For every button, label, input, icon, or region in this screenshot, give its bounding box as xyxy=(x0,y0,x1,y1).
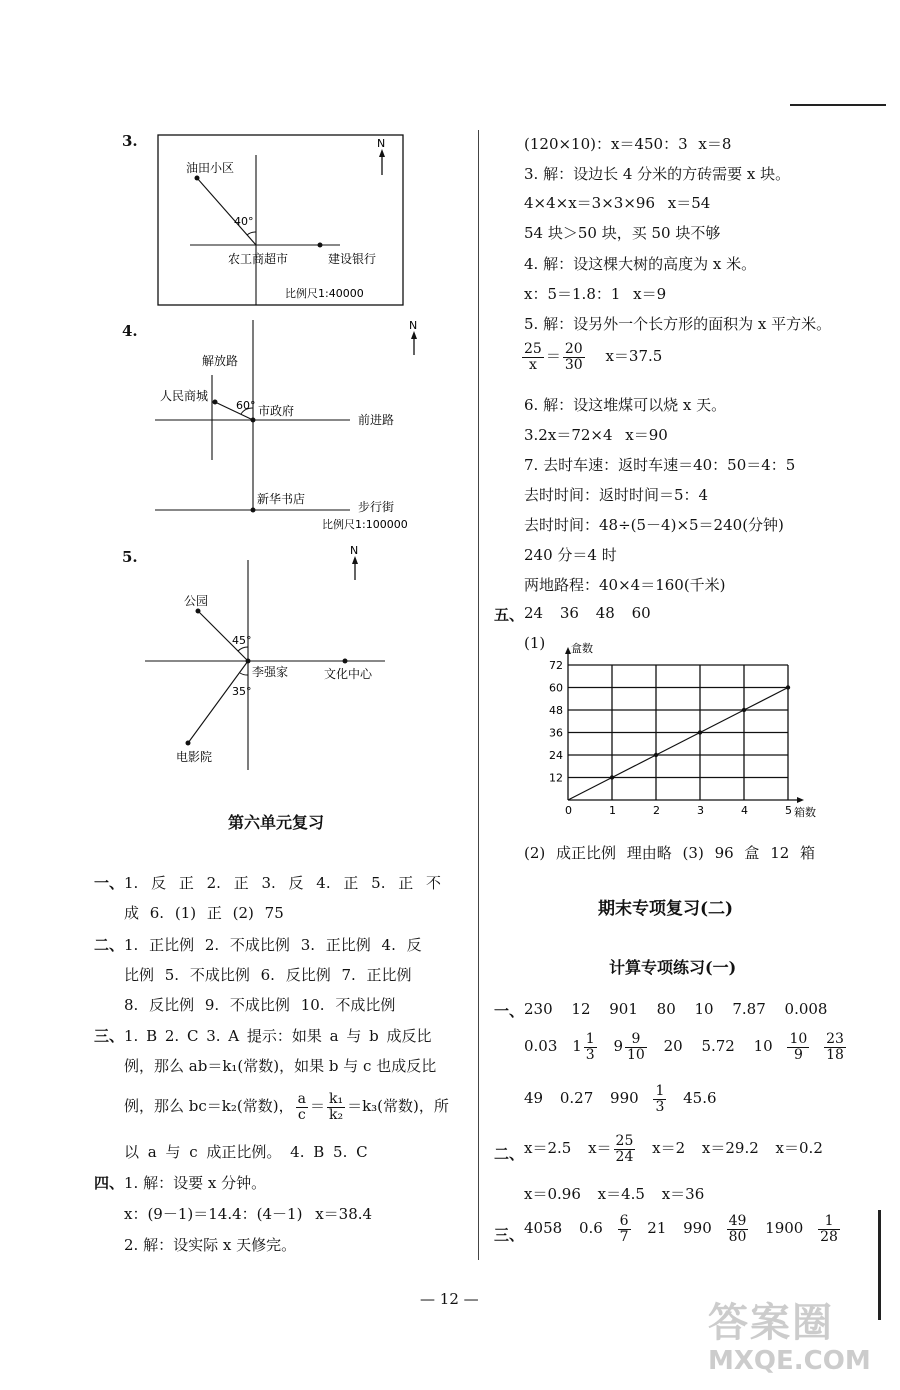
chart-x-tick-label: 4 xyxy=(741,804,748,817)
right-line-8: 6. 解：设这堆煤可以烧 x 天。 xyxy=(524,396,727,414)
chart-point xyxy=(654,753,658,757)
q5-label: 五、 xyxy=(494,606,525,624)
c1-line3: 49 0.27 990 $\frac{1}{3}$ 45.6 xyxy=(524,1083,717,1115)
c2-line2: x＝0.96 x＝4.5 x＝36 xyxy=(524,1185,705,1203)
chart-x-tick-label: 5 xyxy=(785,804,792,817)
chart-point xyxy=(742,708,746,712)
map4-road2: 前进路 xyxy=(358,413,395,427)
q3-line3b: ＝k₃(常数)，所 xyxy=(347,1097,449,1116)
chart-y-tick-label: 48 xyxy=(549,704,563,717)
q5-sub1: (1) xyxy=(524,634,546,652)
q3-line1: 1. B 2. C 3. A 提示：如果 a 与 b 成反比 xyxy=(124,1027,432,1045)
right-line-6: x：5＝1.8：1 x＝9 xyxy=(524,285,667,303)
chart-y-tick-label: 60 xyxy=(549,681,563,695)
map5-center: 李强家 xyxy=(252,665,289,679)
map4-label-a: 人民商城 xyxy=(160,389,209,403)
right-line-1: (120×10)：x＝450：3 x＝8 xyxy=(524,135,732,153)
right-line-7: 5. 解：设另外一个长方形的面积为 x 平方米。 xyxy=(524,315,832,333)
c1-label: 一、 xyxy=(494,1002,525,1020)
q1-label: 一、 xyxy=(94,874,125,892)
map5-label-c: 电影院 xyxy=(176,750,213,764)
right-line-10: 7. 去时车速：返时车速＝40：50＝4：5 xyxy=(524,456,796,474)
chart-y-tick-label: 24 xyxy=(549,749,563,762)
chart-point xyxy=(786,685,790,689)
chart-y-tick-label: 12 xyxy=(549,771,563,785)
map4-number: 4. xyxy=(122,322,138,340)
right-line-2: 3. 解：设边长 4 分米的方砖需要 x 块。 xyxy=(524,165,791,183)
right-line-12: 去时时间：48÷(5－4)×5＝240(分钟) xyxy=(524,516,784,534)
map4-road3: 步行街 xyxy=(358,500,395,514)
map5-label-b: 文化中心 xyxy=(324,667,373,681)
q3-line2: 例，那么 ab＝k₁(常数)，如果 b 与 c 也成反比 xyxy=(124,1057,437,1075)
map4-road1: 解放路 xyxy=(202,354,239,368)
chart-x-axis-label: 箱数 xyxy=(794,806,816,819)
chart-y-axis-label: 盒数 xyxy=(571,642,593,655)
q2-line2: 比例 5. 不成比例 6. 反比例 7. 正比例 xyxy=(124,966,412,984)
chart-x-tick-label: 3 xyxy=(697,804,704,817)
map5-angle2: 35° xyxy=(232,685,252,698)
chart-point xyxy=(698,730,702,734)
map3-diagram xyxy=(150,125,410,310)
c3-line: 4058 0.6 $\frac{6}{7}$ 21 990 $\frac{49}{80}$ 1900 $\frac{1}{28}$ xyxy=(524,1213,838,1245)
q2-label: 二、 xyxy=(94,936,125,954)
map4-north: N xyxy=(409,319,418,332)
q4-label: 四、 xyxy=(94,1174,125,1192)
right-line-13: 240 分＝4 时 xyxy=(524,546,617,564)
q5-values: 24 36 48 60 xyxy=(524,604,651,622)
q4-line3: 2. 解：设实际 x 天修完。 xyxy=(124,1236,297,1254)
right-line-11: 去时时间：返时时间＝5：4 xyxy=(524,486,709,504)
map3-number: 3. xyxy=(122,132,138,150)
q3-line4: 以 a 与 c 成正比例。 4. B 5. C xyxy=(124,1143,368,1161)
right-line-14: 两地路程：40×4＝160(千米) xyxy=(524,576,726,594)
map5-number: 5. xyxy=(122,548,138,566)
watermark xyxy=(708,1300,888,1385)
top-rule xyxy=(790,104,886,106)
chart-x-tick-label: 1 xyxy=(609,804,616,817)
map3-label-a: 油田小区 xyxy=(186,161,235,175)
chart-y-tick-label: 72 xyxy=(549,659,563,672)
c2-line1: x＝2.5 x＝ $\frac{25}{24}$ x＝2 x＝29.2 x＝0.2 xyxy=(524,1133,823,1165)
map5-north: N xyxy=(350,544,359,557)
q4-line2: x：(9－1)＝14.4：(4－1) x＝38.4 xyxy=(124,1205,373,1223)
q4-line1: 1. 解：设要 x 分钟。 xyxy=(124,1174,267,1192)
calc-practice-title: 计算专项练习(一) xyxy=(609,958,737,977)
map5-diagram xyxy=(140,540,390,775)
map3-north: N xyxy=(377,137,386,150)
map3-label-b: 建设银行 xyxy=(328,252,377,266)
final-review-title: 期末专项复习(二) xyxy=(598,899,734,919)
right-line-5: 4. 解：设这棵大树的高度为 x 米。 xyxy=(524,255,757,273)
chart-y-tick-label: 36 xyxy=(549,726,563,740)
chart-x-tick-label: 2 xyxy=(653,804,660,817)
chart-series-line xyxy=(568,688,788,801)
q3-frac-k1-k2: $\frac{\text{k₁}}{\text{k₂}}$ xyxy=(328,1091,344,1123)
right-line-4: 54 块＞50 块，买 50 块不够 xyxy=(524,224,721,242)
map4-angle: 60° xyxy=(236,399,256,412)
c1-line1: 230 12 901 80 10 7.87 0.008 xyxy=(524,1000,828,1018)
chart-point xyxy=(610,775,614,779)
map3-angle: 40° xyxy=(234,215,254,228)
watermark-line2: MXQE.COM xyxy=(708,1346,871,1376)
map3-center: 农工商超市 xyxy=(228,252,289,266)
column-divider xyxy=(478,130,479,1260)
page-number: — 12 — xyxy=(420,1290,479,1308)
chart-x-arrow xyxy=(797,797,804,803)
map3-scale: 比例尺1:40000 xyxy=(285,287,364,300)
q1-line1: 1. 反 正 2. 正 3. 反 4. 正 5. 正 不 xyxy=(124,874,442,892)
q3-label: 三、 xyxy=(94,1027,125,1045)
right-line-9: 3.2x＝72×4 x＝90 xyxy=(524,426,668,444)
q2-line3: 8. 反比例 9. 不成比例 10. 不成比例 xyxy=(124,996,396,1014)
c3-label: 三、 xyxy=(494,1226,525,1244)
map4-diagram xyxy=(150,315,430,535)
q3-line3: 例，那么 bc＝k₂(常数)， $\frac{a}{c}$ ＝ $\frac{\text{k₁}}{\text{k₂}}$ ＝k₃(常数)，所 xyxy=(124,1091,449,1123)
right-q5-equation: $\frac{25}{x}$ ＝ $\frac{20}{30}$ x＝37.5 xyxy=(524,341,663,373)
map4-label-c: 新华书店 xyxy=(257,492,306,506)
proportion-line-chart xyxy=(535,640,835,825)
q1-line2: 成 6. (1) 正 (2) 75 xyxy=(124,904,284,922)
q2-line1: 1. 正比例 2. 不成比例 3. 正比例 4. 反 xyxy=(124,936,422,954)
q3-line3a: 例，那么 bc＝k₂(常数)， xyxy=(124,1097,294,1116)
c1-line2: 0.03 1 $\frac{1}{3}$ 9 $\frac{9}{10}$ 20 5.72 10 $\frac{10}{9}$ $\frac{23}{18}$ xyxy=(524,1031,844,1063)
map5-angle1: 45° xyxy=(232,634,252,647)
q3-frac-a-c: $\frac{a}{c}$ xyxy=(297,1091,306,1123)
watermark-line1: 答案圈 xyxy=(708,1300,834,1346)
chart-x-tick-label: 0 xyxy=(565,804,572,817)
q5-sub2: (2) 成正比例 理由略 (3) 96 盒 12 箱 xyxy=(524,844,816,862)
map4-scale: 比例尺1:100000 xyxy=(322,518,408,531)
right-line-3: 4×4×x＝3×3×96 x＝54 xyxy=(524,194,711,212)
c2-label: 二、 xyxy=(494,1145,525,1163)
unit6-review-title: 第六单元复习 xyxy=(228,813,325,832)
map4-center: 市政府 xyxy=(258,404,295,418)
map5-label-a: 公园 xyxy=(184,594,209,608)
